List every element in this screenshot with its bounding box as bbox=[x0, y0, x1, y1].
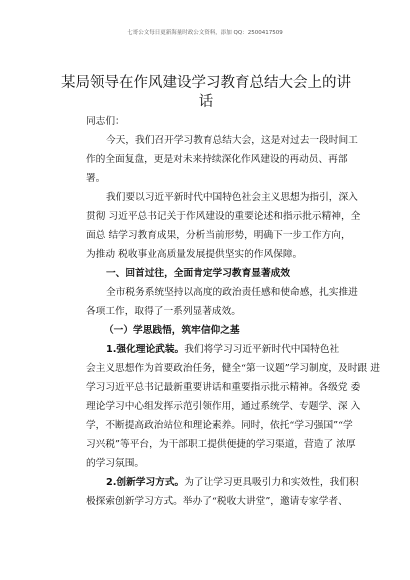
point2-title: 2.创新学习方式。 bbox=[106, 477, 185, 488]
document-title bbox=[56, 74, 356, 112]
para2-line-4: 为推动 税收事业高质量发展提供坚实的作风保障。 bbox=[86, 249, 303, 260]
point2-line-1 bbox=[86, 473, 359, 492]
point1-line-1 bbox=[86, 340, 348, 359]
point1-line-4: 理论学习中心组发挥示范引领作用，通过系统学、专题学、深 入 bbox=[86, 401, 361, 412]
header-note: 七哥公文每日更新海量时政公文资料，添加 QQ：2500417509 bbox=[127, 30, 283, 36]
para3-line-1: 全市税务系统坚持以高度的政治责任感和使命感，扎实推进 bbox=[106, 287, 358, 298]
salutation: 同志们： bbox=[86, 116, 125, 127]
section-heading-1: 一、回首过往，全面肯定学习教育显著成效 bbox=[106, 268, 291, 279]
point1-line-2: 会主义思想作为首要政治任务，健全“第一议题”学习制度，及时跟 进 bbox=[86, 363, 380, 374]
para2-line-3: 面总 结学习教育成果，分析当前形势，明确下一步工作方向， bbox=[86, 230, 351, 241]
point1-text-1: 我们将学习习近平新时代中国特色社 bbox=[184, 344, 340, 355]
point1-line-6: 习兴税”等平台，为干部职工提供便捷的学习渠道，营造了 浓厚 bbox=[86, 439, 356, 450]
point2-text-1: 为了让学习更具吸引力和实效性，我们积 bbox=[184, 477, 359, 488]
para3-line-2: 各项工作，取得了一系列显著成效。 bbox=[86, 306, 241, 317]
para1-line-3: 署。 bbox=[86, 173, 106, 184]
para1-line-2: 作的全面复盘，更是对未来持续深化作风建设的再动员、再部 bbox=[86, 154, 348, 165]
point1-line-5: 学，不断提高政治站位和理论素养。同时，依托“学习强国”“学 bbox=[86, 420, 353, 431]
title-line-1: 某局领导在作风建设学习教育总结大会上的讲 bbox=[61, 75, 351, 91]
point1-line-3: 学习习近平总书记最新重要讲话和重要指示批示精神。各级党 委 bbox=[86, 382, 361, 393]
document-body bbox=[86, 112, 380, 511]
point1-line-7: 的学习氛围。 bbox=[86, 458, 145, 469]
para2-line-2: 贯彻 习近平总书记关于作风建设的重要论述和指示批示精神，全 bbox=[86, 211, 361, 222]
para1-line-1: 今天，我们召开学习教育总结大会，这是对过去一段时间工 bbox=[106, 135, 358, 146]
subsection-heading-1: （一）学思践悟，筑牢信仰之基 bbox=[104, 325, 240, 336]
title-line-2: 话 bbox=[198, 94, 214, 110]
point1-title: 1.强化理论武装。 bbox=[106, 344, 185, 355]
point2-line-2: 极探索创新学习方式。举办了“税收大讲堂”，邀请专家学者、 bbox=[86, 496, 348, 507]
para2-line-1: 我们要以习近平新时代中国特色社会主义思想为指引，深入 bbox=[106, 192, 358, 203]
